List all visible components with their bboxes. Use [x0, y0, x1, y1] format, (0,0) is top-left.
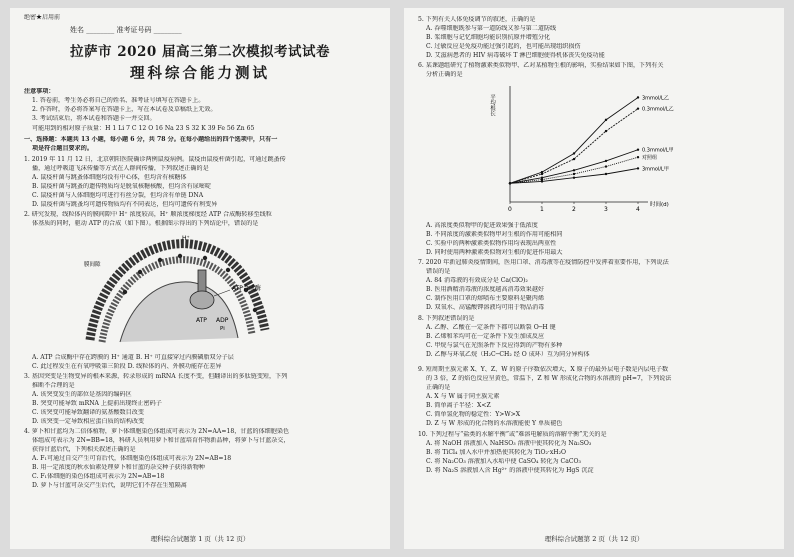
question-1: 播，通过呼吸道飞沫传播等方式在人群间传播，下列叙述正确的是: [32, 165, 209, 172]
fig-label-adp: ADP: [216, 317, 229, 324]
x-tick-label: 4: [636, 206, 640, 213]
section-heading: 一、选择题：本题共 13 小题，每小题 6 分，共 78 分。在每小题给出的四个选项中，只有一: [24, 136, 278, 143]
option: C. 鼠疫杆菌与人体细胞均可进行有丝分裂，但均含有单链 DNA: [32, 192, 204, 199]
exam-subtitle: 理科综合能力测试: [130, 65, 270, 82]
option: B. 简单离子半径：X<Z: [426, 402, 491, 409]
option: B. 浆细胞与记忆细胞均能识别抗原并增殖分化: [426, 34, 551, 41]
question-8: 8. 下列叙述错误的是: [418, 315, 475, 322]
question-7: 错误的是: [426, 268, 451, 275]
fig-label-top: 膜间隙: [84, 262, 101, 268]
question-9: 正确的是: [426, 384, 451, 391]
data-point: [573, 158, 575, 160]
fig-label-h: H⁺: [182, 235, 190, 242]
question-6: 6. 某课题组研究了植物激素类似物甲、乙对某植物生根的影响，实验结果如下图，下列有关: [418, 62, 664, 69]
name-line: 姓名 ________ 准考证号码 ________: [70, 26, 182, 34]
x-tick-label: 2: [572, 206, 576, 213]
page-footer: 理科综合试题第 2 页（共 12 页）: [544, 535, 644, 543]
option: C. 此过程发生在有氧呼吸第三阶段 D. 线粒体的内、外膜功能存在差异: [32, 363, 222, 370]
question-10: 10. 下列过程与“盐类的水解平衡”或“难溶电解质的溶解平衡”无关的是: [418, 431, 607, 438]
x-tick-label: 1: [540, 206, 544, 213]
option: B. 医用酒精消毒液的浓度越高消毒效果越好: [426, 286, 545, 293]
x-tick-label: 0: [508, 206, 512, 213]
question-3: 3. 基因突变是生物变异的根本来源，转录形成的 mRNA 长度不变，但翻译出的多肽链变短，下列: [24, 373, 288, 380]
question-7: 7. 2020 年新冠肺炎疫情期间，医用口罩、消毒液等在疫情防控中发挥着重要作用，下列说法: [418, 259, 669, 266]
series-label: 对照组: [642, 155, 658, 162]
data-point: [573, 152, 575, 154]
data-point: [637, 96, 639, 98]
data-point: [605, 119, 607, 121]
option: C. 制作医用口罩的熔喷布主要原料是聚丙烯: [426, 295, 545, 302]
data-point: [605, 160, 607, 162]
option: A. F₁可通过自交产生可育后代，体细胞染色体组成可表示为 2N=AB=18: [32, 455, 232, 462]
option: C. 简单氢化物的稳定性：Y>W>X: [426, 411, 521, 418]
question-4: 4. 萝卜和甘蓝均为二倍体植物，萝卜体细胞染色体组成可表示为 2N=AA=18，甘蓝的体细胞染色: [24, 428, 290, 435]
question-5: 5. 下列有关人体免疫调节的叙述，正确的是: [418, 16, 536, 23]
fig-label-atp-synthase: ATP合成酶: [232, 285, 261, 292]
fig-label-atp: ATP: [196, 317, 207, 324]
option: B. 鼠疫杆菌与跳蚤的遗传物质均是脱氧核糖核酸，但均含有尿嘧啶: [32, 183, 211, 190]
y-axis-label: 平均根长: [489, 94, 495, 116]
option: D. 将 Na₂S 溶液加入含 Hg²⁺ 的溶液中使其转化为 HgS 沉淀: [426, 467, 594, 474]
question-2: 2. 研究发现，线粒体内的膜间隙中 H⁺ 浓度较高，H⁺ 顺浓度梯度经 ATP 合成酶转移至线粒: [24, 211, 272, 218]
option: C. 该突变可能导致翻译的氨基酸数目改变: [32, 409, 144, 416]
fig-label-pi: Pi: [220, 326, 225, 332]
option: A. 高浓度类似物甲的促进效果强于低浓度: [426, 222, 538, 229]
option: A. 84 消毒液的有效成分是 Ca(ClO)₂: [426, 277, 528, 284]
option: A. X 与 W 属于同主族元素: [426, 393, 500, 400]
option: D. 萝卜与甘蓝可杂交产生后代，说明它们不存在生殖隔离: [32, 482, 187, 489]
option: A. 吞噬细胞既参与第一道防线又参与第二道防线: [426, 25, 557, 32]
option: D. Z 与 W 形成的化合物的水溶液能使 Y 单质褪色: [426, 420, 563, 427]
notes-heading: 注意事项：: [24, 88, 55, 95]
question-4: 获得甘蓝后代，下列相关叙述正确的是: [32, 446, 136, 453]
data-point: [509, 182, 511, 184]
option: C. 实验中的两种激素类似物作用均表现出两重性: [426, 240, 557, 247]
question-6: 分析正确的是: [426, 71, 463, 78]
option: B. 用一定浓度的秋水仙素处理萝卜和甘蓝的杂交种子获得新物种: [32, 464, 205, 471]
data-point: [573, 173, 575, 175]
option: B. 不同浓度的激素类似物甲对生根的作用可能相同: [426, 231, 563, 238]
option: D. 鼠疫杆菌与跳蚤均可遗传物质均有不同表达，但均可遗传有利变异: [32, 201, 218, 208]
note-line: 2. 作答时，务必将答案写在答题卡上，写在本试卷及草稿纸上无效。: [32, 106, 217, 113]
data-point: [573, 177, 575, 179]
atomic-mass-line: 可能用到的相对原子质量：H 1 Li 7 C 12 O 16 Na 23 S 32 K 39 Fe 56 Zn 65: [32, 125, 255, 132]
exam-page-1: [10, 8, 390, 549]
option: D. 该突变一定导致相应蛋白质的结构改变: [32, 418, 145, 425]
option: A. 乙醇、乙酸在一定条件下都可以断裂 O─H 键: [426, 324, 556, 331]
question-9: 的 3 倍，Z 的焰色反应呈黄色，常温下，Z 和 W 形成化合物的水溶液的 pH=7，下列说法: [426, 375, 672, 382]
x-tick-label: 3: [604, 206, 608, 213]
option: C. 将 Na₂CO₃ 溶液加入水垢中使 CaSO₄ 转化为 CaCO₃: [426, 458, 581, 465]
question-1: 1. 2019 年 11 月 12 日，北京朝阳医院确诊两例鼠疫病例。鼠疫由鼠疫杆菌引起，可通过跳蚤传: [24, 156, 286, 163]
data-point: [573, 169, 575, 171]
exam-page-2: [404, 8, 784, 549]
option: D. 艾滋病患者的 HIV 病毒破坏 T 淋巴细胞使得机体丧失免疫功能: [426, 52, 605, 59]
option: A. ATP 合成酶中存在跨膜的 H⁺ 通道 B. H⁺ 可直接穿过内膜磷脂双分子层: [32, 354, 234, 361]
note-line: 3. 考试结束后，将本试卷和答题卡一并交回。: [32, 115, 156, 122]
option: B. 乙烯和苯均可在一定条件下发生加成反应: [426, 333, 545, 340]
question-4: 体组成可表示为 2N=BB=18，科研人员利用萝卜和甘蓝培育作物新品种，将萝卜与甘蓝杂交，: [32, 437, 290, 444]
atp-synthase-figure: [80, 230, 280, 350]
data-point: [637, 149, 639, 151]
secret-label: 绝密★启用前: [24, 14, 61, 21]
option: A. 该突变发生的部位是基因的编码区: [32, 391, 132, 398]
page-footer: 理科综合试题第 1 页（共 12 页）: [150, 535, 250, 543]
series-label: 3mmol/L乙: [642, 95, 669, 102]
data-point: [541, 180, 543, 182]
root-length-chart: [488, 80, 708, 220]
series-label: 0.3mmol/L乙: [642, 106, 674, 113]
x-axis-label: 时间(d): [650, 202, 669, 208]
option: B. 突变可能导致 mRNA 上提前出现终止密码子: [32, 400, 162, 407]
data-point: [637, 167, 639, 169]
series-label: 3mmol/L甲: [642, 166, 669, 173]
data-point: [605, 173, 607, 175]
option: C. F₁体细胞的染色体组成可表示为 2N=AB=18: [32, 473, 165, 480]
section-heading: 项是符合题目要求的。: [32, 145, 93, 152]
data-point: [637, 107, 639, 109]
exam-title: 拉萨市 2020 届高三第二次模拟考试试卷: [70, 44, 330, 60]
note-line: 1. 答卷前，考生务必将自己的姓名、准考证号填写在答题卡上。: [32, 97, 205, 104]
option: A. 鼠疫杆菌与跳蚤体细胞均没有中心体，但均含有核糖体: [32, 174, 187, 181]
question-9: 9. 短周期主族元素 X、Y、Z、W 的原子序数依次增大，X 原子的最外层电子数是内层电子数: [418, 366, 669, 373]
question-2: 体基质的同时，驱动 ATP 的合成（如下图）。根据图示得出的下列结论中，错误的是: [32, 220, 259, 227]
option: D. 同时使用两种激素类似物对生根的促进作用最大: [426, 249, 563, 256]
option: C. 甲烷与氯气在光照条件下反应得到的产物有多种: [426, 342, 563, 349]
option: A. 将 NaOH 溶液加入 NaHSO₃ 溶液中使其转化为 Na₂SO₃: [426, 440, 592, 447]
option: C. 过敏反应是免疫功能过强引起的，也可能出现组织损伤: [426, 43, 581, 50]
option: B. 将 TiCl₄ 加入水中并加热使其转化为 TiO₂·xH₂O: [426, 449, 567, 456]
series-label: 0.3mmol/L甲: [642, 147, 674, 154]
data-point: [637, 156, 639, 158]
option: D. 乙醇与环氧乙烷（H₂C─CH₂ 经 O 成环）互为同分异构体: [426, 351, 590, 358]
question-3: 推断不合理的是: [32, 382, 75, 389]
data-point: [605, 165, 607, 167]
data-point: [605, 130, 607, 132]
data-point: [541, 173, 543, 175]
option: D. 双氧水、高锰酸钾溶液均可用于物品消毒: [426, 304, 545, 311]
